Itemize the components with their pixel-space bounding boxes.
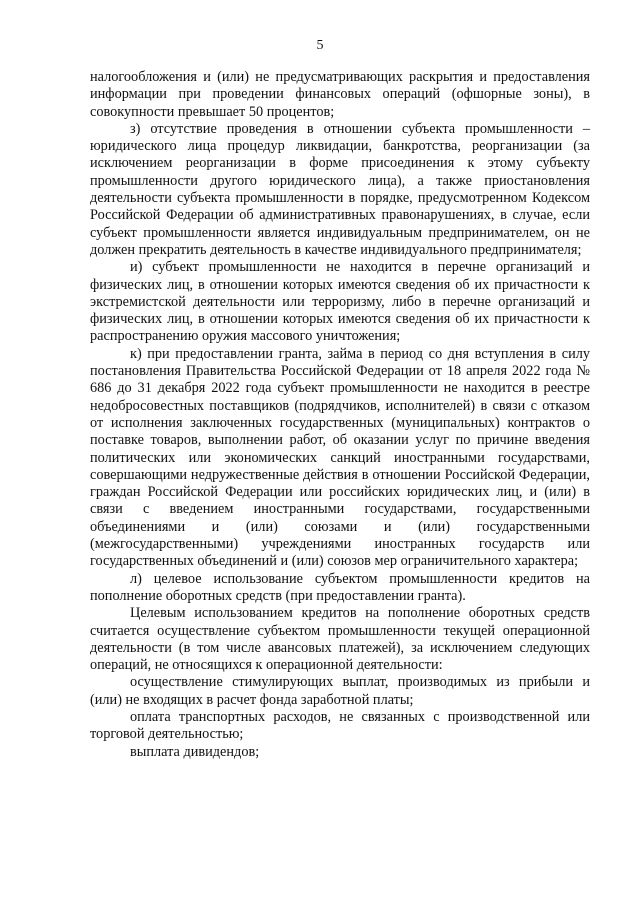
document-body: [90, 69, 590, 761]
page-number: 5: [316, 38, 324, 53]
paragraph-item-i: и) субъект промышленности не находится в перечне организаций и физических лиц, в отношении которых имеются сведения об их причастности к экстремистской деятельности или терроризму, либо в перечне организаций и физических лиц, в отношении которых имеются сведения об их причастности к распространению оружия массового уничтожения;: [90, 259, 590, 345]
paragraph-continuation: налогообложения и (или) не предусматривающих раскрытия и предоставления информации при проведении финансовых операций (офшорные зоны), в совокупности превышает 50 процентов;: [90, 69, 590, 120]
paragraph-target-use: Целевым использованием кредитов на пополнение оборотных средств считается осуществление субъектом промышленности текущей операционной деятельности (в том числе авансовых платежей), за исключением следующих операций, не относящихся к операционной деятельности:: [90, 605, 590, 674]
paragraph-dividends: выплата дивидендов;: [130, 743, 260, 760]
paragraph-transport-costs: оплата транспортных расходов, не связанных с производственной или торговой деятельностью;: [90, 708, 590, 743]
paragraph-incentive-payments: осуществление стимулирующих выплат, производимых из прибыли и (или) не входящих в расчет фонда заработной платы;: [90, 674, 590, 708]
paragraph-item-k: к) при предоставлении гранта, займа в период со дня вступления в силу постановления Правительства Российской Федерации от 18 апреля 2022 года № 686 до 31 декабря 2022 года субъект промышленности не находится в реестре недобросовестных поставщиков (подрядчиков, исполнителей) в связи с отказом от исполнения заключенных государственных (муниципальных) контрактов о поставке товаров, выполнении работ, об оказании услуг по причине введения политических или экономических санкций иностранными государствами, совершающими недружественные действия в отношении Российской Федерации, граждан Российской Федерации или российских юридических лиц, и (или) в связи с введением иностранными государствами, государственными объединениями и (или) союзами и (или) государственными (межгосударственными) учреждениями иностранных государств или государственных объединений и (или) союзов мер ограничительного характера;: [90, 345, 590, 570]
paragraph-item-l: л) целевое использование субъектом промышленности кредитов на пополнение оборотных средств (при предоставлении гранта).: [90, 570, 590, 604]
paragraph-item-z: з) отсутствие проведения в отношении субъекта промышленности – юридического лица процедур ликвидации, банкротства, реорганизации (за исключением реорганизации в форме присоединения к этому субъекту промышленности другого юридического лица), а также приостановления деятельности субъекта промышленности в порядке, предусмотренном Кодексом Российской Федерации об административных правонарушениях, в случае, если субъект промышленности является индивидуальным предпринимателем, он не должен прекратить деятельность в качестве индивидуального предпринимателя;: [90, 120, 590, 258]
